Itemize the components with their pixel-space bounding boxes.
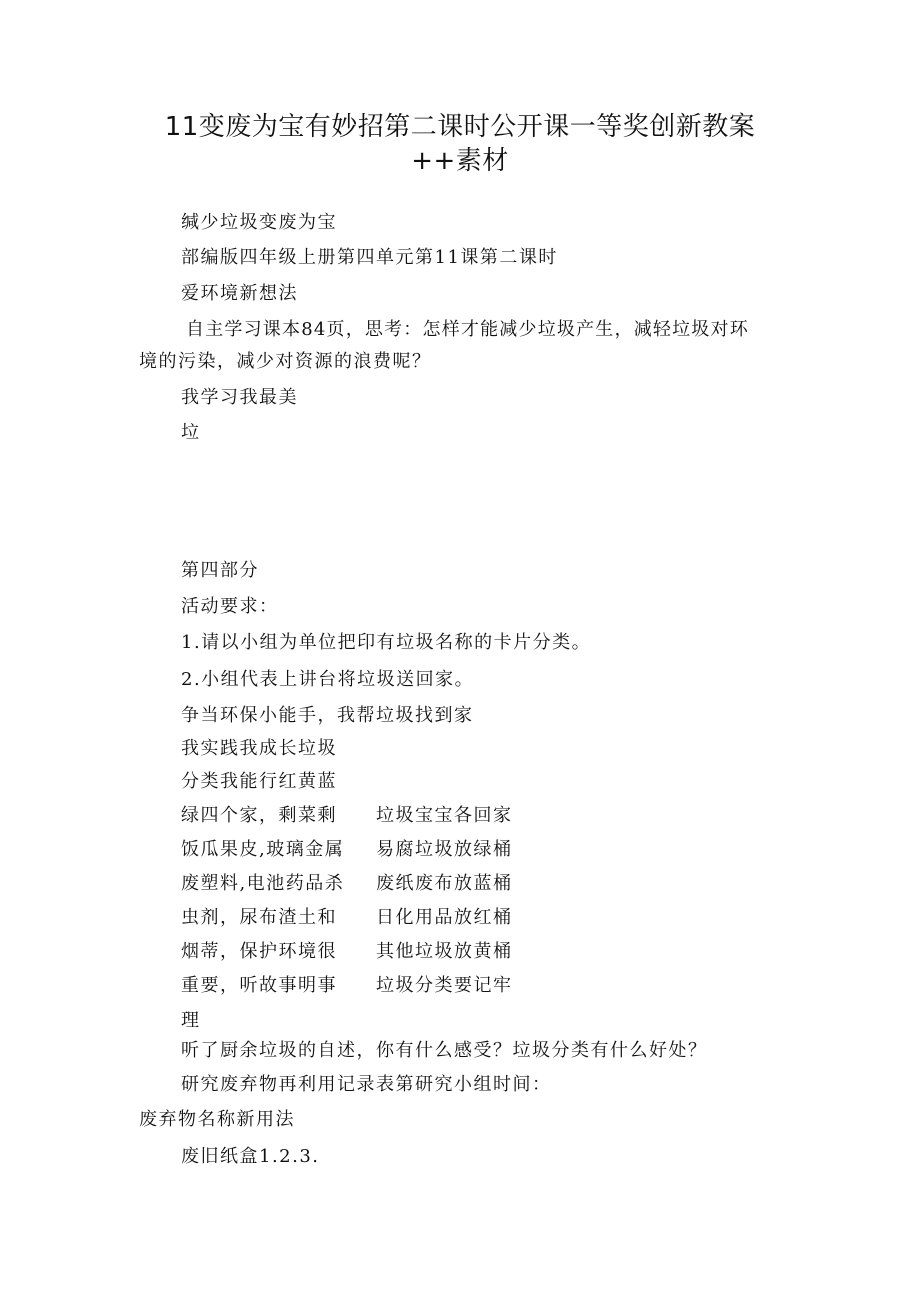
intro-line-6: 我学习我最美: [181, 387, 298, 408]
pair-right-4: 日化用品放红桶: [376, 907, 513, 928]
intro-line-5: 境的污染，减少对资源的浪费呢？: [139, 351, 432, 372]
intro-line-1: 缄少垃圾变废为宝: [181, 212, 337, 233]
intro-line-2: 部编版四年级上册第四单元第11课第二课时: [181, 247, 558, 268]
pair-right-2: 易腐垃圾放绿桶: [376, 839, 513, 860]
requirement-2: 2.小组代表上讲台将垃圾送回家。: [181, 669, 475, 690]
requirement-1: 1.请以小组为单位把印有垃圾名称的卡片分类。: [181, 632, 592, 653]
intro-line-4: 自主学习课本84页，思考：怎样才能减少垃圾产生，减轻垃圾对环: [186, 319, 749, 340]
pair-left-3: 废塑料,电池药品杀: [181, 873, 345, 894]
pair-right-6: 垃圾分类要记牢: [376, 975, 513, 996]
document-title-line-2: ++素材: [411, 146, 509, 176]
pair-left-1: 绿四个家，剩菜剩: [181, 805, 337, 826]
pair-left-4: 虫剂，尿布渣土和: [181, 907, 337, 928]
pair-right-3: 废纸废布放蓝桶: [376, 873, 513, 894]
requirements-label: 活动要求：: [181, 596, 279, 617]
intro-line-3: 爱环境新想法: [181, 283, 298, 304]
document-title-line-1: 11变废为宝有妙招第二课时公开课一等奖创新教案: [164, 112, 756, 142]
tail-line: 理: [181, 1010, 201, 1031]
table-header-line: 废弃物名称新用法: [139, 1109, 295, 1130]
pair-left-2: 饭瓜果皮,玻璃金属: [181, 839, 345, 860]
pair-left-5: 烟蒂，保护环境很: [181, 941, 337, 962]
practice-line-2: 分类我能行红黄蓝: [181, 771, 337, 792]
record-table-line: 研究废弃物再利用记录表第研究小组时间：: [181, 1074, 552, 1095]
pair-right-1: 垃圾宝宝各回家: [376, 805, 513, 826]
pair-left-6: 重要，听故事明事: [181, 975, 337, 996]
question-line: 听了厨余垃圾的自述，你有什么感受？垃圾分类有什么好处？: [181, 1040, 708, 1061]
part4-heading: 第四部分: [181, 560, 259, 581]
intro-line-7: 垃: [181, 422, 201, 443]
pair-right-5: 其他垃圾放黄桶: [376, 941, 513, 962]
slogan: 争当环保小能手，我帮垃圾找到家: [181, 705, 474, 726]
table-row-line: 废旧纸盒1.2.3.: [181, 1146, 320, 1167]
practice-line-1: 我实践我成长垃圾: [181, 738, 337, 759]
